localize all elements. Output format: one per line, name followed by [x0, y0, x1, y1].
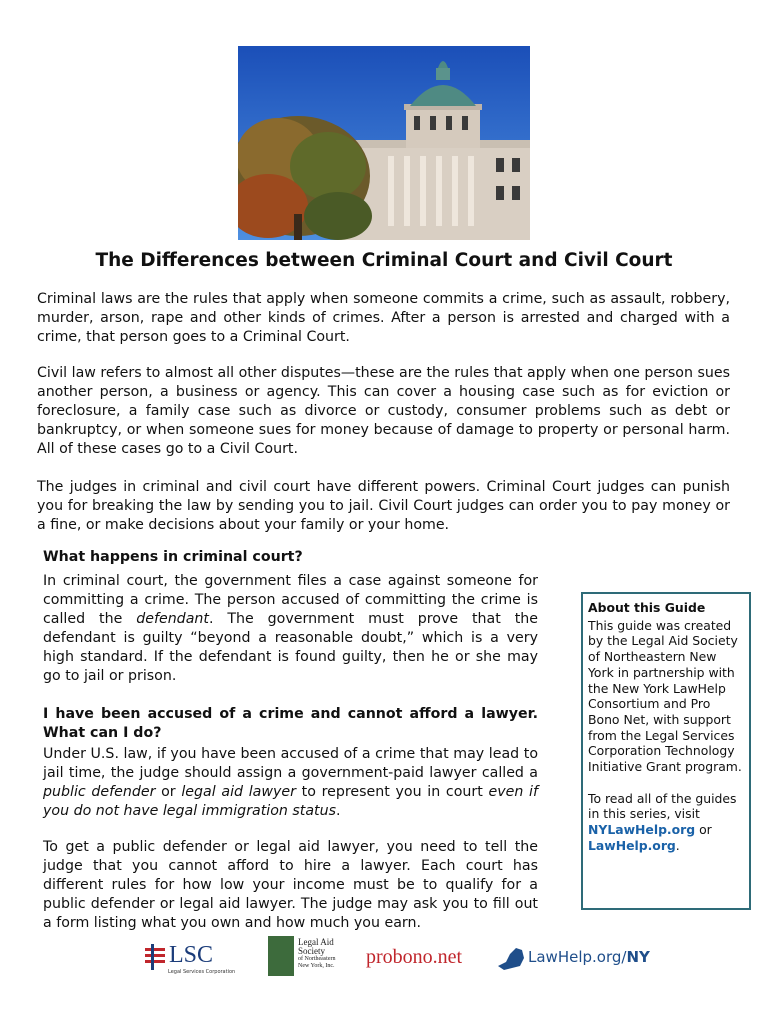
lsc-wordmark: LSC	[169, 942, 214, 968]
immigration-status-text: even if you do not have legal immigration status	[43, 784, 538, 819]
criminal-court-paragraph	[43, 572, 538, 686]
lsc-flag-icon	[143, 944, 167, 970]
read-more-period: .	[675, 837, 680, 853]
lsc-subtitle: Legal Services Corporation	[168, 969, 236, 975]
read-more-text: To read all of the guides in this series, visit	[588, 790, 737, 822]
lawhelp-link[interactable]: LawHelp.org	[588, 837, 676, 853]
or-text: or	[155, 784, 182, 800]
legal-aid-lawyer-term: legal aid lawyer	[181, 784, 296, 800]
us-law-paragraph	[43, 745, 538, 821]
courthouse-photo	[238, 46, 530, 240]
section-heading-criminal-court: What happens in criminal court?	[43, 549, 303, 565]
lawhelp-ny-wordmark: LawHelp.org/NY	[528, 948, 650, 966]
about-guide-box	[581, 592, 751, 910]
defendant-term: defendant	[136, 611, 209, 627]
about-guide-body: This guide was created by the Legal Aid Society of Northeastern New York in partnership with the New York LawHelp Consortium and Pro Bono Net, with support from the Legal Services Corporation Technology Initiative Grant program.	[588, 617, 742, 775]
intro-paragraph-criminal: Criminal laws are the rules that apply when someone commits a crime, such as assault, robbery, murder, arson, rape and other kinds of crimes. After a person is arrested and charged with a crime, that person goes to a Criminal Court.	[37, 291, 730, 345]
page-title: The Differences between Criminal Court and Civil Court	[95, 250, 673, 271]
new-york-state-icon	[496, 944, 526, 972]
legal-aid-society-logo	[268, 936, 338, 978]
section-heading-cannot-afford-lawyer: I have been accused of a crime and cannot afford a lawyer. What can I do?	[43, 706, 538, 741]
sponsor-logos	[0, 934, 768, 980]
about-guide-heading: About this Guide	[588, 600, 706, 615]
criminal-court-text-b: . The government must prove that the defendant is guilty “beyond a reasonable doubt,” which is a very high standard. If the defendant is found guilty, then he or she may go to jail or prison.	[43, 611, 539, 684]
nylawhelp-link[interactable]: NYLawHelp.org	[588, 822, 696, 838]
about-guide-read-more	[588, 791, 744, 854]
lawhelp-ny-logo	[496, 944, 650, 974]
legal-aid-society-wordmark: Legal Aid Society of Northeastern New York, Inc.	[298, 937, 336, 969]
criminal-court-text-a: In criminal court, the government files a case against someone for committing a crime. The person accused of committing the crime is called the	[43, 573, 538, 627]
get-public-defender-paragraph: To get a public defender or legal aid lawyer, you need to tell the judge that you cannot afford to hire a lawyer. Each court has different rules for how low your income must be to qualify for a public defender or legal aid lawyer. The judge may ask you to fill out a form listing what you own and how much you earn.	[43, 839, 538, 931]
intro-paragraph-judges: The judges in criminal and civil court have different powers. Criminal Court judges can punish you for breaking the law by sending you to jail. Civil Court judges can order you to pay money or a fine, or make decisions about your family or your home.	[37, 479, 730, 533]
public-defender-term: public defender	[43, 784, 156, 800]
intro-paragraph-civil: Civil law refers to almost all other disputes—these are the rules that apply when one person sues another person, a business or agency. This can cover a housing case such as for eviction or foreclosure, a family case such as divorce or custody, consumer problems such as debt or bankruptcy, or when someone sues for money because of damage to property or personal harm. All of these cases go to a Civil Court.	[37, 365, 730, 457]
probono-net-logo: probono.net	[366, 946, 463, 968]
represent-text: to represent you in court	[295, 784, 489, 800]
or-text: or	[695, 822, 712, 838]
legal-aid-society-emblem-icon	[268, 936, 294, 976]
us-law-text: Under U.S. law, if you have been accused of a crime that may lead to jail time, the judge should assign a government-paid lawyer called a	[43, 746, 538, 781]
us-law-period: .	[336, 803, 341, 819]
lsc-logo	[143, 942, 243, 975]
